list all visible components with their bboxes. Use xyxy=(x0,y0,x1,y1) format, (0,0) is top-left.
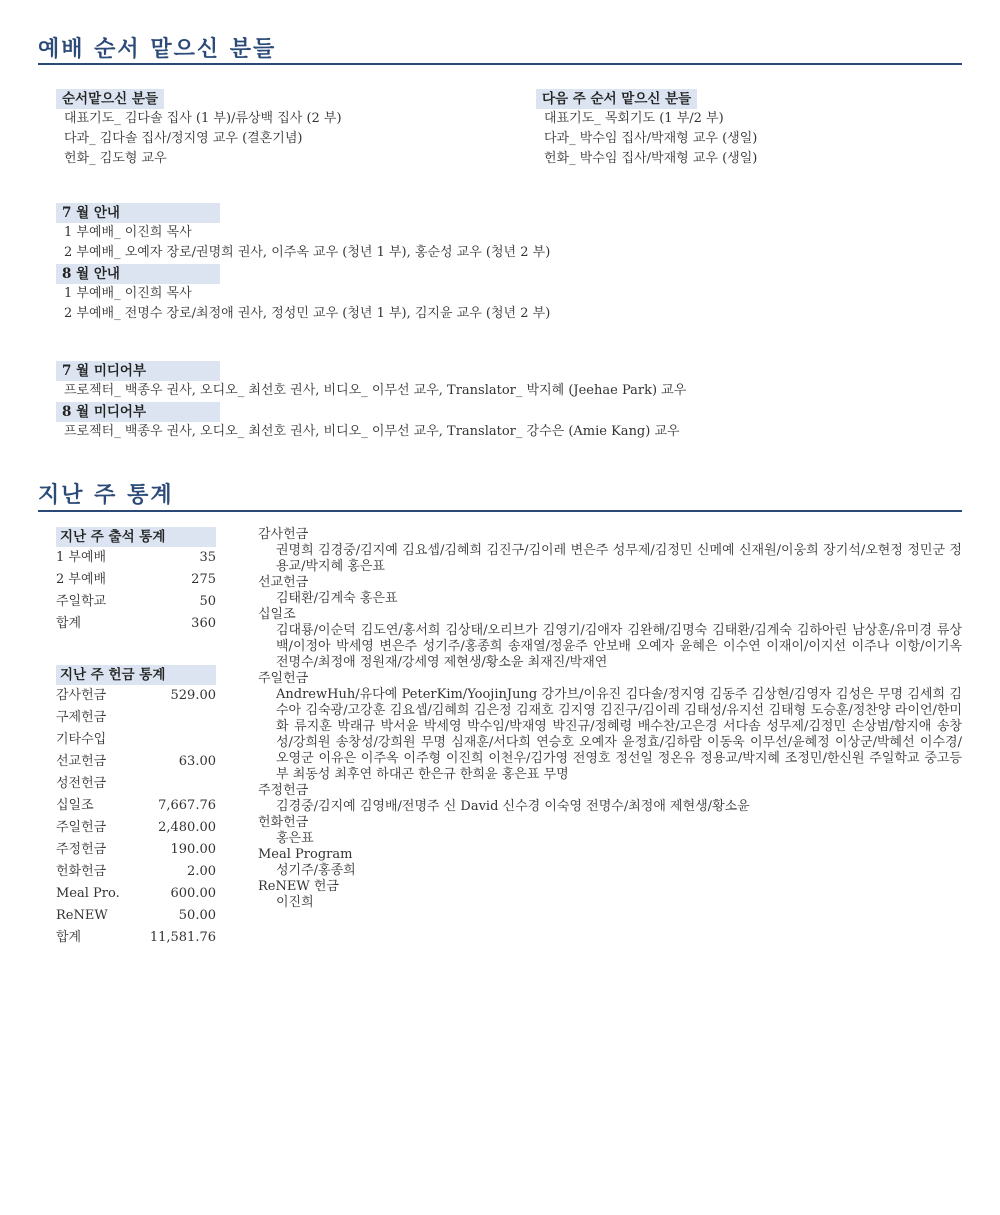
server-line: 헌화_ 김도형 교우 xyxy=(64,151,167,166)
stat-name: 1 부예배 xyxy=(56,550,107,565)
stat-row xyxy=(56,751,216,773)
stat-row xyxy=(56,861,216,883)
stat-value: 190.00 xyxy=(170,842,216,857)
august-media-label: 8 월 미디어부 xyxy=(56,402,220,422)
attendance-stats-label: 지난 주 출석 통계 xyxy=(56,527,216,547)
offering-type-title: ReNEW 헌금 xyxy=(258,879,339,894)
offering-type-names: 김대룡/이순덕 김도연/홍서희 김상태/오리브가 김영기/김애자 김완해/김명숙 김태환/김계숙 김하아린 남상훈/유미경 류상백/이정아 박세영 변은주 성기주/홍종희 송재열/정윤주 안보배 오예자 윤혜은 이수연 이재이/이지선 이주나 이항/이기옥 전명수/최정애 정원재/강세영 제현생/황소윤 최재진/박재연 xyxy=(276,623,962,670)
stat-name: 2 부예배 xyxy=(56,572,107,587)
guide-line: 2 부예배_ 오예자 장로/권명희 권사, 이주옥 교우 (청년 1 부), 홍순성 교우 (청년 2 부) xyxy=(64,245,551,260)
july-guide-label: 7 월 안내 xyxy=(56,203,220,223)
stat-name: 합계 xyxy=(56,616,82,631)
stat-row xyxy=(56,817,216,839)
stat-value: 35 xyxy=(199,550,216,565)
stat-row xyxy=(56,707,216,729)
offering-type-names: 이진희 xyxy=(276,895,314,910)
section-divider xyxy=(38,63,962,65)
media-line: 프로젝터_ 백종우 권사, 오디오_ 최선호 권사, 비디오_ 이무선 교우, Translator_ 강수은 (Amie Kang) 교우 xyxy=(64,424,680,439)
offering-type-title: 헌화헌금 xyxy=(258,815,309,830)
stat-name: 주일학교 xyxy=(56,594,107,609)
offering-type-names: 홍은표 xyxy=(276,831,314,846)
next-week-servers xyxy=(536,88,956,169)
server-line: 대표기도_ 김다솔 집사 (1 부)/류상백 집사 (2 부) xyxy=(64,111,342,126)
stat-value: 63.00 xyxy=(178,754,216,769)
media-line: 프로젝터_ 백종우 권사, 오디오_ 최선호 권사, 비디오_ 이무선 교우, Translator_ 박지혜 (Jeehae Park) 교우 xyxy=(64,383,687,398)
monthly-guide xyxy=(56,202,956,324)
offering-type-names: AndrewHuh/유다예 PeterKim/YoojinJung 강가브/이유진 김다솔/정지영 김동주 김상현/김영자 김성은 무명 김세희 김수아 김숙광/고강훈 김요셉/김혜희 김은정 김재호 김지영 김진구/김이레 김태성/유지선 김태형 도승훈/정찬양 라이언/한미화 류지훈 박래규 박서윤 박세영 박수임/박재영 박진규/정혜령 배수찬/고은경 서다솜 성무제/김정민 손상범/함지애 송창성/강희원 송창성/강희원 무명 심재훈/서다희 연승호 오예자 윤정효/김하람 이동욱 이무선/윤혜정 이상군/박혜선 이수경/오영군 이유은 이주옥 이주형 이진희 이천우/김가영 전영호 정선일 정온유 정용교/박지혜 조정민/한신원 주일학교 중고등부 최동성 최후연 하대곤 한은규 한희윤 홍은표 무명 xyxy=(276,687,962,782)
offering-type-names: 성기주/홍종희 xyxy=(276,863,356,878)
stat-value: 50.00 xyxy=(178,908,216,923)
stat-value: 2,480.00 xyxy=(158,820,216,835)
stat-name: 합계 xyxy=(56,930,82,945)
stat-name: 선교헌금 xyxy=(56,754,107,769)
stat-name: 구제헌금 xyxy=(56,710,107,725)
stat-row xyxy=(56,773,216,795)
media-teams xyxy=(56,360,956,442)
server-line: 다과_ 박수임 집사/박재형 교우 (생일) xyxy=(544,131,758,146)
attendance-stats xyxy=(56,527,216,635)
stat-row xyxy=(56,547,216,569)
stat-value: 2.00 xyxy=(187,864,216,879)
server-line: 헌화_ 박수임 집사/박재형 교우 (생일) xyxy=(544,151,758,166)
offering-type-names: 김태환/김계숙 홍은표 xyxy=(276,591,398,606)
offering-type-title: 십일조 xyxy=(258,607,296,622)
this-week-servers-label: 순서맡으신 분들 xyxy=(56,89,164,109)
stat-row xyxy=(56,613,216,635)
guide-line: 1 부예배_ 이진희 목사 xyxy=(64,286,192,301)
stat-row xyxy=(56,905,216,927)
stat-name: 기타수입 xyxy=(56,732,107,747)
guide-line: 1 부예배_ 이진희 목사 xyxy=(64,225,192,240)
stat-value: 50 xyxy=(199,594,216,609)
stat-name: 감사헌금 xyxy=(56,688,107,703)
stat-name: ReNEW xyxy=(56,908,108,923)
stat-row xyxy=(56,795,216,817)
stat-value: 275 xyxy=(191,572,216,587)
stat-row xyxy=(56,883,216,905)
stat-name: 십일조 xyxy=(56,798,94,813)
offering-type-title: Meal Program xyxy=(258,847,353,862)
next-week-servers-label: 다음 주 순서 맡으신 분들 xyxy=(536,89,697,109)
section-heading-worship-servers: 예배 순서 맡으신 분들 xyxy=(38,36,277,62)
stat-name: 주일헌금 xyxy=(56,820,107,835)
stat-row xyxy=(56,729,216,751)
july-media-label: 7 월 미디어부 xyxy=(56,361,220,381)
offering-type-names: 김경중/김지예 김영배/전명주 신 David 신수경 이숙영 전명수/최정애 제현생/황소윤 xyxy=(276,799,750,814)
stat-value: 529.00 xyxy=(170,688,216,703)
offering-type-names: 권명희 김경중/김지예 김요셉/김혜희 김진구/김이레 변은주 성무제/김정민 신메예 신재원/이웅희 장기석/오현정 정민군 정용교/박지혜 홍은표 xyxy=(276,543,962,574)
server-line: 다과_ 김다솔 집사/정지영 교우 (결혼기념) xyxy=(64,131,303,146)
offering-type-title: 감사헌금 xyxy=(258,527,309,542)
august-guide-label: 8 월 안내 xyxy=(56,264,220,284)
stat-row xyxy=(56,927,216,949)
stat-row xyxy=(56,685,216,707)
server-line: 대표기도_ 목회기도 (1 부/2 부) xyxy=(544,111,724,126)
section-heading-last-week-stats: 지난 주 통계 xyxy=(38,482,174,508)
offerings-by-type xyxy=(258,527,962,911)
stat-name: Meal Pro. xyxy=(56,886,120,901)
offering-stats-label: 지난 주 헌금 통계 xyxy=(56,665,216,685)
section-divider xyxy=(38,510,962,512)
stat-name: 성전헌금 xyxy=(56,776,107,791)
stat-value: 11,581.76 xyxy=(149,930,216,945)
stat-value: 7,667.76 xyxy=(158,798,216,813)
offering-type-title: 주일헌금 xyxy=(258,671,309,686)
stat-name: 헌화헌금 xyxy=(56,864,107,879)
offering-type-title: 선교헌금 xyxy=(258,575,309,590)
this-week-servers xyxy=(56,88,496,169)
stat-row xyxy=(56,569,216,591)
stat-row xyxy=(56,839,216,861)
stat-value: 360 xyxy=(191,616,216,631)
guide-line: 2 부예배_ 전명수 장로/최정애 권사, 정성민 교우 (청년 1 부), 김지윤 교우 (청년 2 부) xyxy=(64,306,551,321)
stat-name: 주정헌금 xyxy=(56,842,107,857)
stat-row xyxy=(56,591,216,613)
offering-stats xyxy=(56,665,216,949)
offering-type-title: 주정헌금 xyxy=(258,783,309,798)
stat-value: 600.00 xyxy=(170,886,216,901)
